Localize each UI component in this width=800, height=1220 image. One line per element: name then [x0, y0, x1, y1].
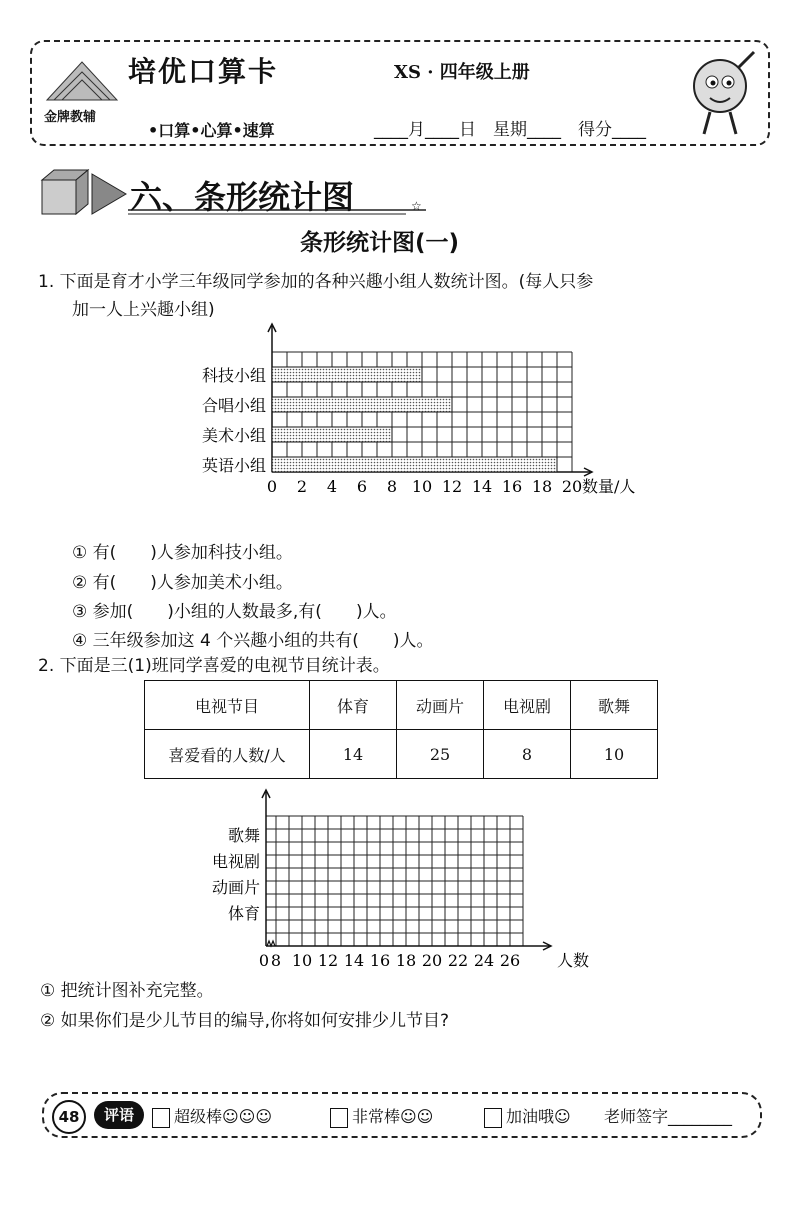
q1-sub-2: ② 有( )人参加美术小组。: [72, 573, 293, 593]
q1-sub-1: ① 有( )人参加科技小组。: [72, 543, 293, 563]
q1-text-line1: 1. 下面是育才小学三年级同学参加的各种兴趣小组人数统计图。(每人只参: [38, 272, 594, 292]
tick-label: 10: [291, 951, 313, 970]
tick-label: 12: [441, 477, 463, 496]
table-cell: 10: [571, 730, 658, 779]
lesson-title: 条形统计图(一): [300, 230, 460, 256]
table-header-cell: 体育: [310, 681, 397, 730]
tick-label: 20: [561, 477, 583, 496]
table-header-cell: 动画片: [397, 681, 484, 730]
brand-label: 金牌教辅: [44, 110, 97, 125]
axis-label: 人数: [557, 951, 590, 970]
table-header-cell: 歌舞: [571, 681, 658, 730]
card-title: 培优口算卡: [128, 55, 279, 88]
checkbox[interactable]: [152, 1108, 170, 1128]
q1-text-line2: 加一人上兴趣小组): [72, 300, 215, 320]
option-label: 非常棒☺☺: [352, 1107, 434, 1126]
tick-label: 4: [326, 477, 338, 496]
grade-label: XS · 四年级上册: [394, 62, 530, 83]
bar: [272, 427, 392, 442]
axis-label: 数量/人: [582, 477, 636, 496]
header-card: [30, 40, 770, 146]
tick-label: 16: [369, 951, 391, 970]
tick-label: 6: [356, 477, 368, 496]
table-cell: 25: [397, 730, 484, 779]
checkbox[interactable]: [330, 1108, 348, 1128]
table-row-label: 喜爱看的人数/人: [145, 730, 310, 779]
date-score-fields: ____月____日 星期____ 得分____: [374, 120, 646, 140]
q1-sub-4: ④ 三年级参加这 4 个兴趣小组的共有( )人。: [72, 631, 434, 651]
tick-label: 16: [501, 477, 523, 496]
mascot-icon: [682, 46, 762, 142]
category-label: 英语小组: [201, 456, 266, 475]
tick-label: 0: [258, 951, 270, 970]
footer-card: [42, 1092, 762, 1138]
category-label: 歌舞: [227, 826, 260, 845]
table-row: [145, 730, 658, 779]
q2-sub-1: ① 把统计图补充完整。: [40, 981, 214, 1001]
subtitle: •口算•心算•速算: [148, 121, 275, 140]
category-label: 合唱小组: [201, 396, 266, 415]
tick-label: 14: [471, 477, 493, 496]
tick-label: 20: [421, 951, 443, 970]
option-label: 超级棒☺☺☺: [174, 1107, 273, 1126]
tv-program-blank-chart: [180, 786, 620, 976]
table-cell: 14: [310, 730, 397, 779]
bar: [272, 367, 422, 382]
section-title: 六、条形统计图: [130, 178, 355, 216]
tick-label: 22: [447, 951, 469, 970]
bar: [272, 457, 557, 472]
tick-label: 0: [266, 477, 278, 496]
tick-label: 8: [270, 951, 282, 970]
book-logo-icon: [42, 52, 122, 106]
category-label: 美术小组: [201, 426, 266, 445]
q2-sub-2: ② 如果你们是少儿节目的编导,你将如何安排少儿节目?: [40, 1011, 450, 1031]
category-label: 科技小组: [201, 366, 266, 385]
tv-program-table: [144, 680, 658, 779]
tick-label: 26: [499, 951, 521, 970]
option-label: 加油哦☺: [506, 1107, 571, 1126]
tick-label: 14: [343, 951, 365, 970]
q2-text: 2. 下面是三(1)班同学喜爱的电视节目统计表。: [38, 656, 390, 676]
q1-sub-3: ③ 参加( )小组的人数最多,有( )人。: [72, 602, 397, 622]
teacher-signature: 老师签字________: [604, 1107, 733, 1126]
option-keep-going[interactable]: [484, 1104, 571, 1128]
option-very-good[interactable]: [330, 1104, 433, 1128]
category-label: 电视剧: [211, 852, 260, 871]
table-header-row: [145, 681, 658, 730]
tick-label: 18: [395, 951, 417, 970]
tick-label: 24: [473, 951, 495, 970]
category-label: 体育: [227, 904, 260, 923]
tick-label: 10: [411, 477, 433, 496]
table-header-cell: 电视节目: [145, 681, 310, 730]
checkbox[interactable]: [484, 1108, 502, 1128]
tick-label: 2: [296, 477, 308, 496]
bar: [272, 397, 452, 412]
comment-badge: 评语: [94, 1101, 144, 1129]
table-cell: 8: [484, 730, 571, 779]
option-super[interactable]: [152, 1104, 272, 1128]
page-number: 48: [52, 1100, 86, 1134]
table-header-cell: 电视剧: [484, 681, 571, 730]
svg-text:☆: ☆: [411, 199, 422, 213]
tick-label: 8: [386, 477, 398, 496]
category-label: 动画片: [211, 878, 260, 897]
tick-label: 18: [531, 477, 553, 496]
tick-label: 12: [317, 951, 339, 970]
interest-group-bar-chart: [160, 320, 680, 532]
